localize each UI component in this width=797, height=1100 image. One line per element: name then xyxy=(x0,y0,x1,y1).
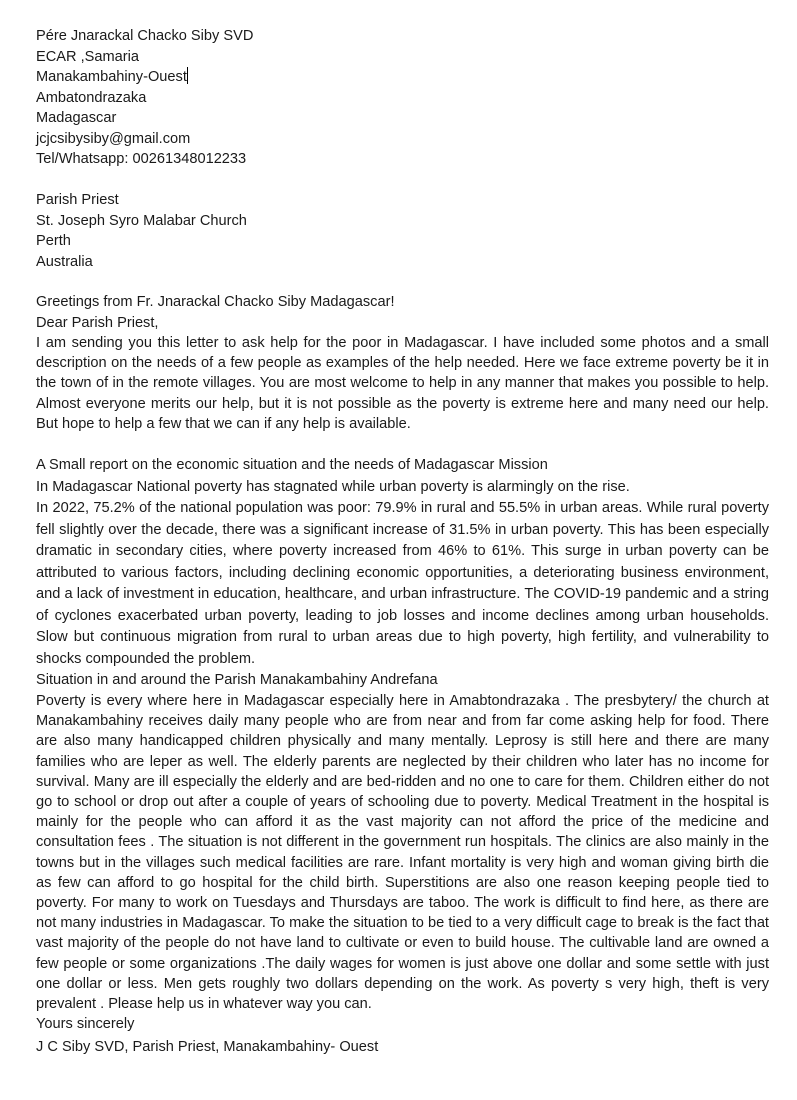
recipient-title: Parish Priest xyxy=(36,192,119,208)
recipient-church: St. Joseph Syro Malabar Church xyxy=(36,212,247,229)
letter-opening xyxy=(36,292,769,434)
sender-address xyxy=(36,26,769,170)
report-heading: A Small report on the economic situation and the needs of Madagascar Mission xyxy=(36,457,548,473)
situation-paragraph: Poverty is every where here in Madagascar especially here in Amabtondrazaka . The presbytery/ the church at Manakambahiny receives daily many people who are from near and from far come asking help for food. There are also many handicapped children physically and many mentally. Leprosy is still here and there are many families who are leper as well. The elderly parents are neglected by their children who later has no income for survival. Many are ill especially the elderly and are bed-ridden and no one to care for them. Children either do not go to school or drop out after a couple of years of schooling due to poverty. Medical Treatment in the hospital is mainly for the people who can afford it as the vast majority can not afford the price of the medicine and consultation fees . The situation is not different in the government run hospitals. The clinics are also mainly in the towns but in the villages such medical facilities are rare. Infant mortality is very high and woman giving birth die as few can afford to go hospital for the child birth. Superstitions are also one reason keeping people tied to poverty. For many to work on Tuesdays and Thursdays are taboo. The work is difficult to find here, as there are not many industries in Madagascar. To make the situation to be tied to a very difficult cage to break is the fact that vast majority of the people do not have land to cultivate or even to build house. The cultivable land are owned a few people or some organizations .The daily wages for women is just above one dollar and some settle with just one dollar or less. Men gets roughly two dollars depending on the work. As poverty s very high, theft is very prevalent . Please help us in whatever way you can. xyxy=(36,693,769,1013)
sender-email: jcjcsibysiby@gmail.com xyxy=(36,130,191,147)
signature: J C Siby SVD, Parish Priest, Manakambahiny- Ouest xyxy=(36,1039,379,1056)
sender-country: Madagascar xyxy=(36,110,117,126)
sender-address-line: Ambatondrazaka xyxy=(36,89,147,106)
economic-report xyxy=(36,454,769,1059)
closing: Yours sincerely xyxy=(36,1016,135,1033)
recipient-city: Perth xyxy=(36,233,71,249)
text-cursor xyxy=(187,67,188,84)
sender-phone: Tel/Whatsapp: 00261348012233 xyxy=(36,151,247,167)
salutation: Dear Parish Priest, xyxy=(36,314,159,331)
situation-heading: Situation in and around the Parish Manakambahiny Andrefana xyxy=(36,672,438,688)
sender-locality: Manakambahiny-Ouest xyxy=(36,69,187,85)
sender-address-line: ECAR ,Samaria xyxy=(36,48,139,65)
recipient-address xyxy=(36,190,769,272)
sender-address-line[interactable] xyxy=(36,67,769,88)
report-lead: In Madagascar National poverty has stagnated while urban poverty is alarmingly on the rise. xyxy=(36,479,630,495)
recipient-country: Australia xyxy=(36,253,93,270)
greeting: Greetings from Fr. Jnarackal Chacko Siby Madagascar! xyxy=(36,294,395,310)
report-paragraph: In 2022, 75.2% of the national population was poor: 79.9% in rural and 55.5% in urban areas. While rural poverty fell slightly over the decade, there was a significant increase of 31.5% in urban poverty. This has been especially dramatic in secondary cities, where poverty increased from 46% to 61%. This surge in urban poverty can be attributed to various factors, including declining economic opportunities, a deteriorating business environment, and a lack of investment in education, healthcare, and urban infrastructure. The COVID-19 pandemic and a string of cyclones exacerbated urban poverty, leading to job losses and income declines among urban households. Slow but continuous migration from rural to urban areas due to high poverty, high fertility, and vulnerability to shocks compounded the problem. xyxy=(36,500,769,667)
intro-paragraph: I am sending you this letter to ask help for the poor in Madagascar. I have included some photos and a small description on the needs of a few people as examples of the help needed. Here we face extreme poverty be it in the town of in the remote villages. You are most welcome to help in any manner that makes you possible to help. Almost everyone merits our help, but it is not possible as the poverty is extreme here and many need our help. But hope to help a few that we can if any help is available. xyxy=(36,335,769,432)
sender-name: Pére Jnarackal Chacko Siby SVD xyxy=(36,28,254,44)
